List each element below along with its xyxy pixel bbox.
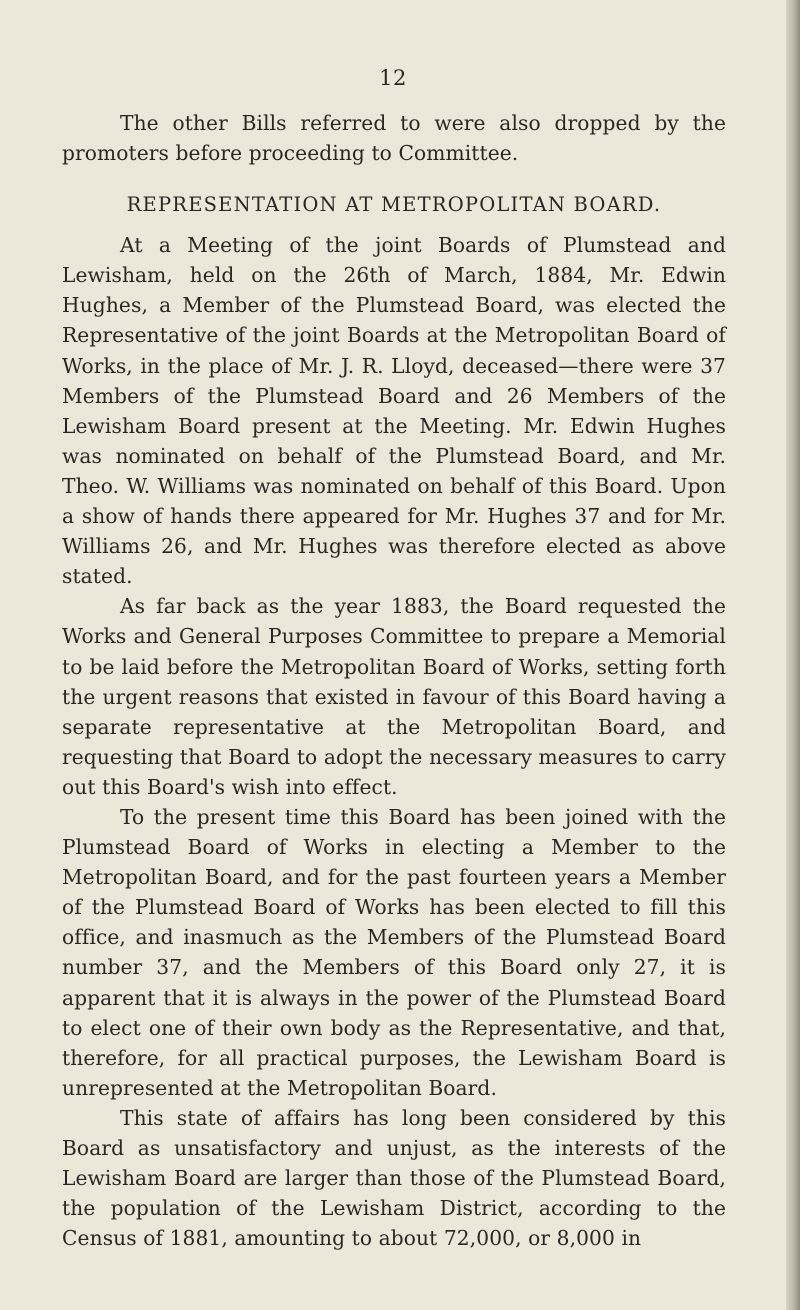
- paragraph-unsatisfactory: This state of affairs has long been considered by this Board as unsatisfactory and unjust, as the interests of the Lewisham Board are larger than those of the Plumstead Board, the population of the Lewisham District, according to the Census of 1881, amounting to about 72,000, or 8,000 in: [62, 1105, 726, 1251]
- page-edge: [786, 0, 800, 1310]
- paragraph-meeting: At a Meeting of the joint Boards of Plumstead and Lewisham, held on the 26th of March, 1884, Mr. Edwin Hughes, a Member of the Plumstead Board, was elected the Representative of the joint Boards at the Metropolitan Board of Works, in the place of Mr. J. R. Lloyd, deceased—there were 37 Members of the Plumstead Board and 26 Members of the Lewisham Board present at the Meeting. Mr. Edwin Hughes was nominated on behalf of the Plumstead Board, and Mr. Theo. W. Williams was nominated on behalf of this Board. Upon a show of hands there appeared for Mr. Hughes 37 and for Mr. Williams 26, and Mr. Hughes was therefore elected as above stated.: [62, 233, 726, 589]
- page-body: [62, 108, 726, 1253]
- section-heading: REPRESENTATION AT METROPOLITAN BOARD.: [126, 193, 662, 217]
- paragraph-memorial: As far back as the year 1883, the Board requested the Works and General Purposes Committee to prepare a Memorial to be laid before the Metropolitan Board of Works, setting forth the urgent reasons that existed in favour of this Board having a separate representative at the Metropolitan Board, and requesting that Board to adopt the necessary measures to carry out this Board's wish into effect.: [62, 594, 726, 799]
- page-number: 12: [379, 66, 407, 90]
- paragraph-joint-election: To the present time this Board has been joined with the Plumstead Board of Works in electing a Member to the Metropolitan Board, and for the past fourteen years a Member of the Plumstead Board of Works has been elected to fill this office, and inasmuch as the Members of the Plumstead Board number 37, and the Members of this Board only 27, it is apparent that it is always in the power of the Plumstead Board to elect one of their own body as the Representative, and that, therefore, for all practical purposes, the Lewisham Board is unrepresented at the Metropolitan Board.: [62, 804, 726, 1100]
- intro-paragraph: The other Bills referred to were also dropped by the promoters before proceeding to Committee.: [62, 111, 726, 166]
